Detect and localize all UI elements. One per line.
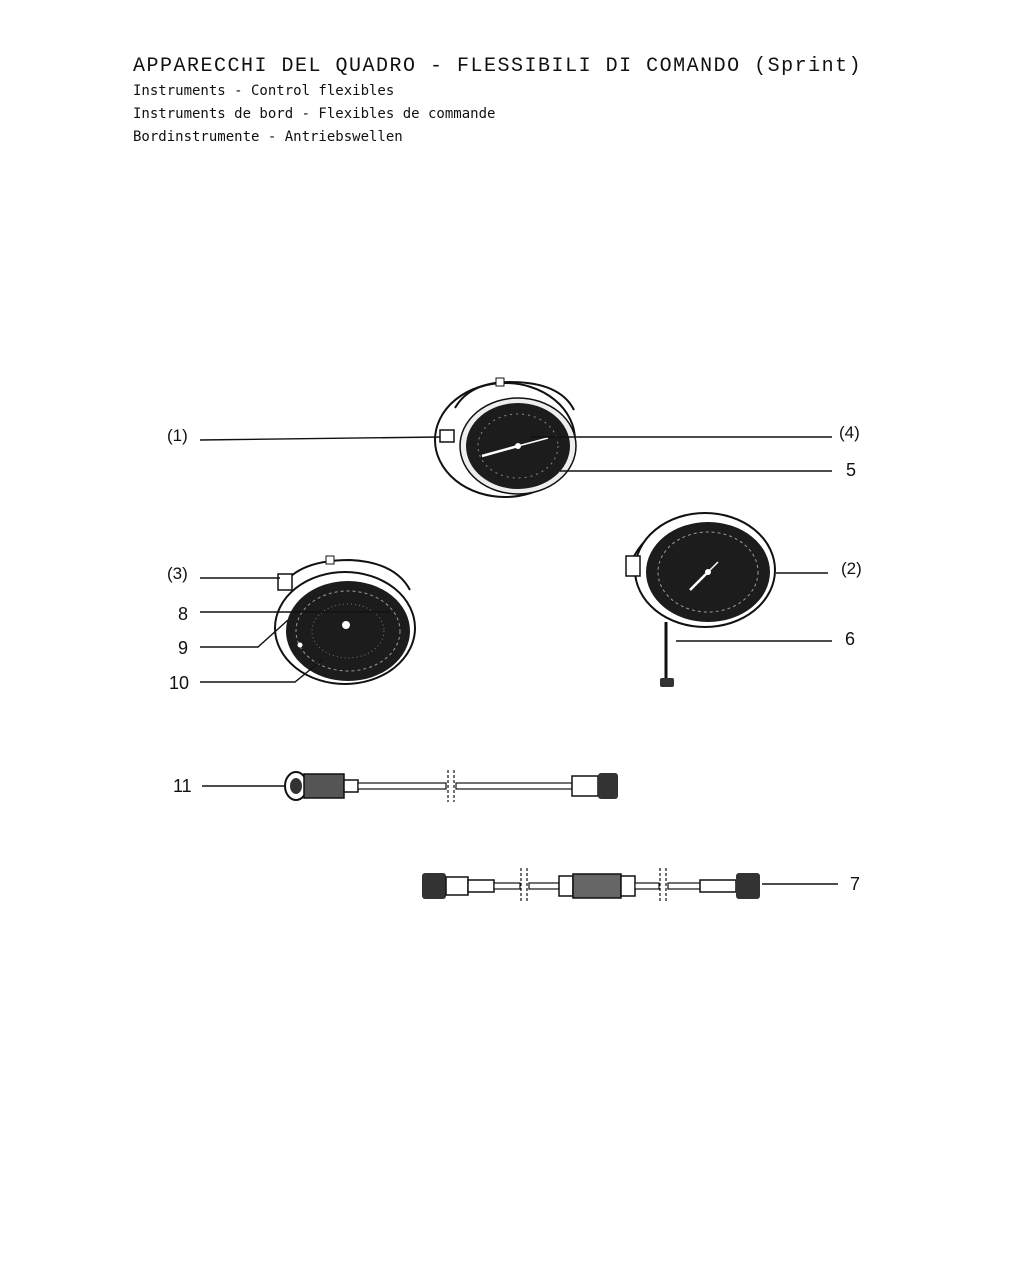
callout-6: 6 bbox=[845, 629, 856, 649]
flexible-cable-11 bbox=[285, 770, 618, 802]
callout-5: 5 bbox=[846, 460, 857, 480]
callout-9: 9 bbox=[178, 638, 189, 658]
flexible-cable-7 bbox=[422, 868, 760, 902]
subtitle-german: Bordinstrumente - Antriebswellen bbox=[133, 129, 403, 145]
subtitle-english: Instruments - Control flexibles bbox=[133, 83, 395, 99]
callout-3: (3) bbox=[167, 564, 188, 583]
callout-2: (2) bbox=[841, 559, 862, 578]
callout-8: 8 bbox=[178, 604, 189, 624]
callout-7: 7 bbox=[850, 874, 861, 894]
subtitle-french: Instruments de bord - Flexibles de commande bbox=[133, 106, 496, 122]
callout-1: (1) bbox=[167, 426, 188, 445]
callout-10: 10 bbox=[169, 673, 190, 693]
instrument-left bbox=[275, 556, 415, 684]
callout-11: 11 bbox=[173, 776, 192, 796]
instrument-right bbox=[626, 513, 775, 687]
page-title: APPARECCHI DEL QUADRO - FLESSIBILI DI COMANDO (Sprint) bbox=[133, 55, 863, 78]
callout-4: (4) bbox=[839, 423, 860, 442]
